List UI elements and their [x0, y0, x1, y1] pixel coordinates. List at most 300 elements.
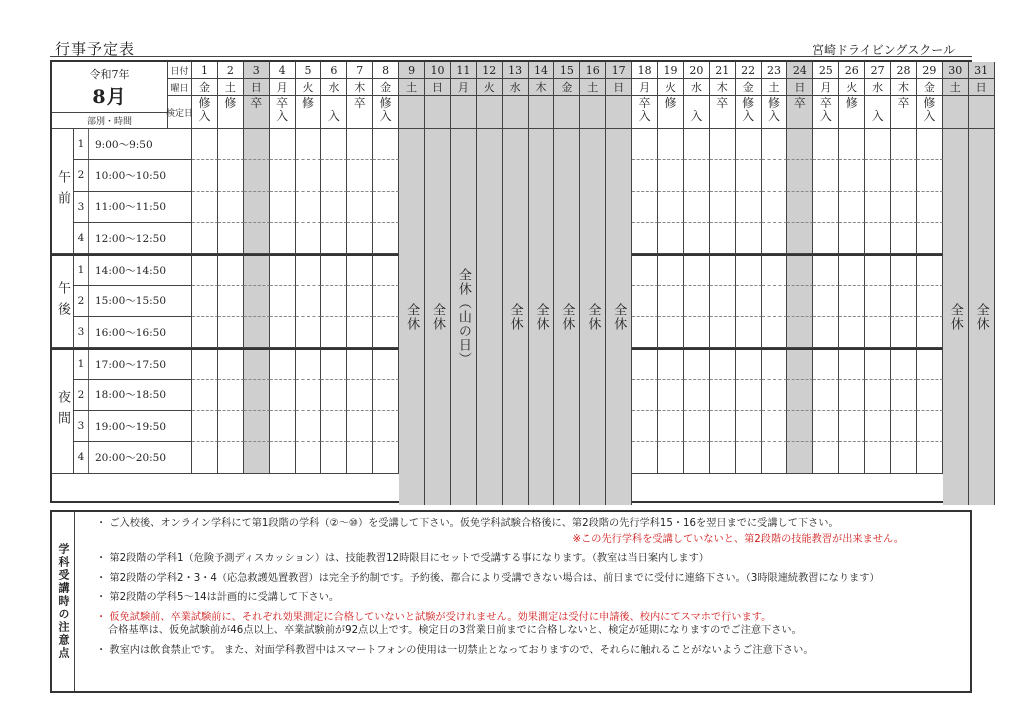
schedule-cell [321, 160, 347, 191]
kensa-mark [461, 110, 465, 123]
schedule-cell [192, 380, 218, 411]
closed-day-column: 全休 [969, 129, 995, 505]
day-kensa [425, 96, 451, 129]
schedule-cell [632, 348, 658, 379]
kensa-mark: 入 [923, 109, 936, 123]
schedule-cell [684, 192, 710, 223]
schedule-cell [839, 160, 865, 191]
schedule-cell [632, 317, 658, 348]
day-weekday: 月 [632, 79, 658, 96]
schedule-cell [321, 411, 347, 442]
kensa-mark: 修 [224, 96, 237, 110]
schedule-cell [917, 348, 943, 379]
schedule-cell [813, 442, 839, 473]
schedule-cell [710, 129, 736, 160]
schedule-cell [865, 442, 891, 473]
kensa-mark: 卒 [250, 96, 263, 110]
schedule-cell [787, 380, 813, 411]
note-text: ・ 教室内は飲食禁止です。 また、対面学科教習中はスマートフォンの使用は一切禁止となっておりますので、それらに触れることがないようご注意下さい。 [96, 644, 814, 656]
schedule-cell [632, 254, 658, 285]
schedule-cell [710, 348, 736, 379]
day-number: 11 [451, 62, 477, 79]
schedule-cell [347, 160, 373, 191]
kensa-mark [798, 110, 802, 123]
schedule-cell [296, 348, 322, 379]
schedule-cell [270, 192, 296, 223]
schedule-cell [787, 317, 813, 348]
day-number: 22 [736, 62, 762, 79]
slot-time: 14:00～14:50 [95, 264, 167, 277]
day-kensa [296, 96, 322, 129]
closed-day-column: 全休 [580, 129, 606, 505]
schedule-cell [917, 380, 943, 411]
day-weekday: 火 [658, 79, 684, 96]
schedule-cell [787, 411, 813, 442]
kensa-mark [436, 110, 440, 123]
schedule-cell [270, 442, 296, 473]
slot-number: 2 [74, 380, 89, 410]
schedule-cell [865, 192, 891, 223]
schedule-cell [762, 129, 788, 160]
schedule-cell [917, 129, 943, 160]
era-label: 令和7年 [89, 67, 130, 81]
schedule-cell [762, 223, 788, 254]
schedule-cell [865, 160, 891, 191]
day-number: 7 [347, 62, 373, 79]
schedule-cell [192, 317, 218, 348]
schedule-cell [787, 160, 813, 191]
schedule-cell [373, 286, 399, 317]
schedule-cell [865, 348, 891, 379]
day-kensa [529, 96, 555, 129]
note-item [96, 611, 964, 638]
schedule-cell [321, 192, 347, 223]
schedule-cell [296, 286, 322, 317]
day-weekday: 日 [969, 79, 995, 96]
kensa-mark [254, 110, 258, 123]
schedule-cell [270, 317, 296, 348]
schedule-cell [296, 160, 322, 191]
schedule-cell [710, 411, 736, 442]
schedule-cell [632, 223, 658, 254]
day-number: 17 [606, 62, 632, 79]
note-text: ・ 第2段階の学科2・3・4（応急救護処置教習）は完全予約制です。予約後、都合により受講できない場合は、前日までに受付に連絡下さい。（3時限連続教習になります） [96, 572, 880, 584]
time-slot [74, 317, 192, 348]
kensa-mark [953, 110, 957, 123]
schedule-cell [296, 442, 322, 473]
schedule-cell [917, 286, 943, 317]
month-label: 8月 [92, 85, 127, 108]
schedule-cell [296, 223, 322, 254]
schedule-cell [736, 254, 762, 285]
day-number: 30 [943, 62, 969, 79]
schedule-cell [244, 223, 270, 254]
day-kensa [969, 96, 995, 129]
schedule-cell [218, 348, 244, 379]
schedule-cell [710, 254, 736, 285]
day-number: 3 [244, 62, 270, 79]
kensa-mark: 修 [379, 96, 392, 110]
day-kensa [710, 96, 736, 129]
slot-time: 19:00～19:50 [95, 420, 167, 433]
schedule-cell [321, 317, 347, 348]
schedule-cell [658, 223, 684, 254]
slot-time: 15:00～15:50 [95, 295, 167, 308]
time-slot [74, 129, 192, 160]
day-number: 2 [218, 62, 244, 79]
day-weekday: 火 [477, 79, 503, 96]
schedule-cell [244, 348, 270, 379]
day-kensa [684, 96, 710, 129]
kensa-mark [902, 110, 906, 123]
kensa-mark [565, 110, 569, 123]
schedule-cell [736, 223, 762, 254]
day-number: 29 [917, 62, 943, 79]
schedule-cell [839, 254, 865, 285]
schedule-cell [658, 286, 684, 317]
kensa-mark [591, 110, 595, 123]
schedule-cell [762, 442, 788, 473]
schedule-cell [813, 380, 839, 411]
schedule-cell [865, 129, 891, 160]
closed-day-column: 全休 [425, 129, 451, 505]
slot-number: 1 [74, 256, 89, 284]
kensa-mark: 卒 [793, 96, 806, 110]
notes-body [96, 517, 964, 663]
schedule-cell [891, 411, 917, 442]
note-item [96, 533, 964, 547]
schedule-cell [658, 411, 684, 442]
schedule-cell [347, 192, 373, 223]
title-underline [50, 56, 972, 57]
schedule-cell [321, 254, 347, 285]
day-weekday: 土 [399, 79, 425, 96]
schedule-cell [710, 160, 736, 191]
schedule-cell [891, 129, 917, 160]
day-weekday: 土 [762, 79, 788, 96]
slot-time: 11:00～11:50 [95, 201, 167, 214]
day-weekday: 日 [244, 79, 270, 96]
day-weekday: 木 [347, 79, 373, 96]
schedule-cell [270, 348, 296, 379]
schedule-cell [710, 442, 736, 473]
schedule-cell [813, 160, 839, 191]
schedule-cell [684, 286, 710, 317]
schedule-cell [244, 411, 270, 442]
schedule-cell [658, 192, 684, 223]
schedule-cell [917, 192, 943, 223]
schedule-cell [762, 411, 788, 442]
day-weekday: 木 [710, 79, 736, 96]
kensa-mark: 入 [638, 109, 651, 123]
schedule-cell [296, 411, 322, 442]
schedule-cell [347, 129, 373, 160]
notes-box [50, 510, 972, 693]
schedule-cell [632, 160, 658, 191]
schedule-cell [813, 192, 839, 223]
kensa-mark [513, 110, 517, 123]
schedule-cell [270, 380, 296, 411]
schedule-cell [244, 286, 270, 317]
schedule-cell [373, 411, 399, 442]
schedule-cell [839, 192, 865, 223]
closed-day-column: 全休 [554, 129, 580, 505]
schedule-cell [762, 254, 788, 285]
schedule-cell [270, 286, 296, 317]
schedule-cell [839, 380, 865, 411]
schedule-cell [373, 160, 399, 191]
day-weekday: 金 [917, 79, 943, 96]
schedule-cell [321, 348, 347, 379]
schedule-cell [865, 411, 891, 442]
schedule-cell [917, 254, 943, 285]
schedule-cell [684, 254, 710, 285]
slot-time: 12:00～12:50 [95, 232, 167, 245]
schedule-cell [270, 129, 296, 160]
schedule-cell [296, 192, 322, 223]
schedule-cell [658, 442, 684, 473]
schedule-cell [865, 286, 891, 317]
day-weekday: 金 [192, 79, 218, 96]
day-kensa [865, 96, 891, 129]
note-item [96, 644, 964, 658]
day-number: 12 [477, 62, 503, 79]
schedule-cell [787, 286, 813, 317]
schedule-cell [762, 286, 788, 317]
day-number: 13 [503, 62, 529, 79]
schedule-cell [736, 317, 762, 348]
slot-number: 1 [74, 129, 89, 159]
schedule-cell [736, 442, 762, 473]
schedule-cell [321, 223, 347, 254]
schedule-cell [736, 160, 762, 191]
closed-day-column: 全休 [503, 129, 529, 505]
schedule-cell [891, 160, 917, 191]
day-kensa [787, 96, 813, 129]
schedule-cell [373, 192, 399, 223]
day-number: 16 [580, 62, 606, 79]
schedule-cell [839, 348, 865, 379]
schedule-cell [218, 317, 244, 348]
time-slot [74, 286, 192, 317]
slot-time: 17:00～17:50 [95, 358, 167, 371]
schedule-cell [218, 223, 244, 254]
page-title: 行事予定表 [55, 40, 136, 58]
schedule-cell [347, 411, 373, 442]
schedule-cell [296, 317, 322, 348]
schedule-cell [373, 348, 399, 379]
day-weekday: 金 [373, 79, 399, 96]
schedule-cell [244, 192, 270, 223]
schedule-cell [658, 129, 684, 160]
day-weekday: 土 [943, 79, 969, 96]
schedule-cell [710, 380, 736, 411]
schedule-cell [865, 317, 891, 348]
note-text: ・ 第2段階の学科5～14は計画的に受講して下さい。 [96, 592, 340, 603]
kensa-mark [306, 110, 310, 123]
day-weekday: 月 [813, 79, 839, 96]
schedule-cell [813, 223, 839, 254]
day-kensa [244, 96, 270, 129]
slot-time: 9:00～9:50 [95, 138, 153, 151]
schedule-cell [839, 442, 865, 473]
schedule-cell [710, 317, 736, 348]
schedule-cell [192, 160, 218, 191]
schedule-cell [736, 348, 762, 379]
day-kensa [477, 96, 503, 129]
slot-number: 4 [74, 223, 89, 253]
schedule-cell [865, 223, 891, 254]
day-kensa [321, 96, 347, 129]
day-weekday: 木 [891, 79, 917, 96]
schedule-cell [218, 254, 244, 285]
schedule-cell [736, 192, 762, 223]
period-label: 午前 [52, 129, 74, 254]
day-number: 9 [399, 62, 425, 79]
schedule-cell [762, 380, 788, 411]
period-label: 夜間 [52, 348, 74, 473]
time-slot [74, 160, 192, 191]
day-kensa [218, 96, 244, 129]
schedule-cell [865, 254, 891, 285]
schedule-cell [891, 223, 917, 254]
day-kensa [451, 96, 477, 129]
kensa-mark: 卒 [819, 96, 832, 110]
schedule-cell [891, 442, 917, 473]
slot-number: 3 [74, 317, 89, 347]
time-slot [74, 223, 192, 254]
kensa-mark: 修 [768, 96, 781, 110]
day-kensa [762, 96, 788, 129]
day-number: 1 [192, 62, 218, 79]
schedule-cell [917, 411, 943, 442]
note-text: ・ 仮免試験前、卒業試験前に、それぞれ効果測定に合格していないと試験が受けれません。効果測定は受付に申請後、校内にてスマホで行います。 [96, 611, 772, 623]
schedule-cell [658, 380, 684, 411]
schedule-table [50, 60, 989, 503]
schedule-cell [658, 160, 684, 191]
schedule-cell [891, 317, 917, 348]
time-slot [74, 192, 192, 223]
kensa-mark: 入 [871, 109, 884, 123]
schedule-cell [373, 254, 399, 285]
day-weekday: 日 [425, 79, 451, 96]
schedule-cell [917, 223, 943, 254]
schedule-cell [736, 380, 762, 411]
closed-day-column: 全休 [529, 129, 555, 505]
schedule-cell [813, 254, 839, 285]
kensa-mark [720, 110, 724, 123]
schedule-cell [839, 411, 865, 442]
schedule-cell [270, 411, 296, 442]
schedule-cell [296, 254, 322, 285]
schedule-cell [218, 129, 244, 160]
schedule-cell [270, 223, 296, 254]
schedule-cell [787, 442, 813, 473]
schedule-cell [813, 411, 839, 442]
section-time-label: 部別・時間 [52, 113, 168, 129]
day-weekday: 火 [839, 79, 865, 96]
schedule-cell [373, 380, 399, 411]
day-weekday: 金 [554, 79, 580, 96]
schedule-cell [787, 129, 813, 160]
kensa-mark [539, 110, 543, 123]
kensa-mark [617, 110, 621, 123]
schedule-cell [321, 286, 347, 317]
schedule-cell [192, 192, 218, 223]
day-kensa [192, 96, 218, 129]
schedule-cell [373, 317, 399, 348]
schedule-cell [813, 286, 839, 317]
slot-number: 2 [74, 160, 89, 190]
schedule-cell [658, 348, 684, 379]
day-kensa [658, 96, 684, 129]
schedule-cell [710, 286, 736, 317]
day-number: 15 [554, 62, 580, 79]
schedule-cell [244, 317, 270, 348]
schedule-cell [839, 317, 865, 348]
kensa-mark: 入 [819, 109, 832, 123]
schedule-cell [296, 129, 322, 160]
kensa-mark: 卒 [353, 96, 366, 110]
day-number: 14 [529, 62, 555, 79]
day-number: 23 [762, 62, 788, 79]
kensa-mark [228, 110, 232, 123]
schedule-cell [373, 223, 399, 254]
closed-day-column: 全休 [606, 129, 632, 505]
kensa-mark: 入 [768, 109, 781, 123]
schedule-cell [684, 442, 710, 473]
day-kensa [891, 96, 917, 129]
closed-day-column: 全休（山の日） [451, 129, 477, 505]
schedule-cell [762, 317, 788, 348]
kensa-mark: 入 [198, 109, 211, 123]
kensa-mark: 卒 [638, 96, 651, 110]
day-kensa [373, 96, 399, 129]
kensa-mark: 修 [302, 96, 315, 110]
slot-number: 3 [74, 192, 89, 222]
schedule-cell [192, 254, 218, 285]
day-kensa [813, 96, 839, 129]
kensa-row-label: 検定日 [168, 96, 192, 129]
kensa-mark: 入 [327, 109, 340, 123]
day-weekday: 火 [296, 79, 322, 96]
schedule-cell [658, 317, 684, 348]
schedule-cell [787, 254, 813, 285]
schedule-cell [736, 286, 762, 317]
schedule-cell [891, 348, 917, 379]
day-kensa [580, 96, 606, 129]
schedule-cell [891, 286, 917, 317]
slot-time: 18:00～18:50 [95, 389, 167, 402]
day-kensa [943, 96, 969, 129]
schedule-cell [813, 348, 839, 379]
schedule-cell [192, 129, 218, 160]
day-number: 19 [658, 62, 684, 79]
slot-number: 4 [74, 442, 89, 472]
closed-day-column [477, 129, 503, 505]
time-slot [74, 380, 192, 411]
day-kensa [632, 96, 658, 129]
schedule-cell [839, 286, 865, 317]
school-name: 宮崎ドライビングスクール [812, 43, 956, 57]
schedule-cell [684, 411, 710, 442]
kensa-mark: 卒 [897, 96, 910, 110]
day-kensa [554, 96, 580, 129]
schedule-cell [218, 286, 244, 317]
schedule-cell [218, 442, 244, 473]
day-number: 10 [425, 62, 451, 79]
schedule-cell [917, 442, 943, 473]
